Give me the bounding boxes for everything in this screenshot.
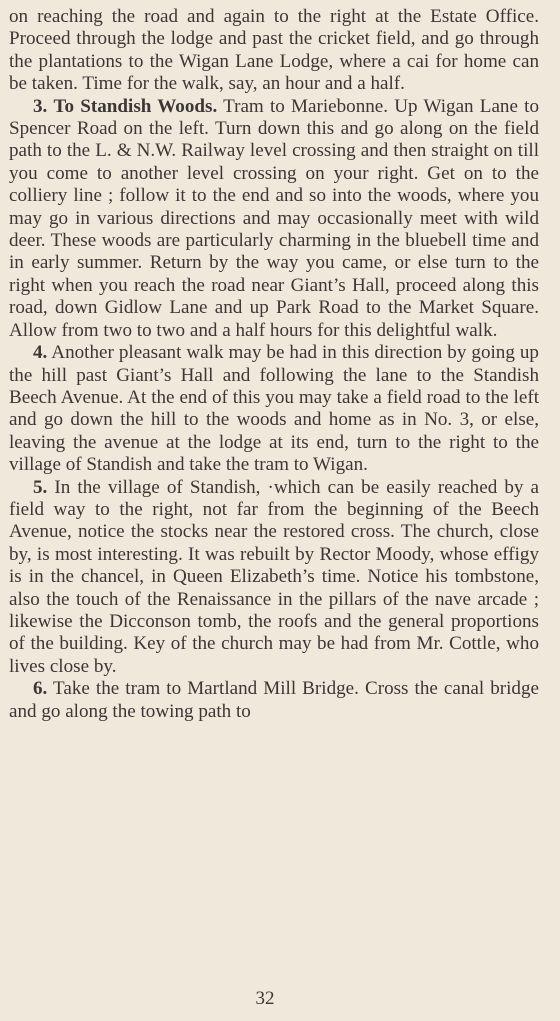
paragraph-continuation (9, 6, 539, 96)
walk-5-paragraph (9, 477, 539, 679)
walk-number: 4. (33, 342, 48, 364)
paragraph-text: Tram to Mariebonne. Up Wigan Lane to Spencer Road on the left. Turn down this and go along on the field path to the L. & N.W. Railway level crossing and then straight on till you come to another level crossing on your right. Get on to the colliery line ; follow it to the end and so into the woods, where you may go in various directions and may occasionally meet with wild deer. These woods are particularly charming in the bluebell time and in early summer. Return by the way you came, or else turn to the right when you reach the road near Giant’s Hall, proceed along this road, down Gidlow Lane and up Park Road to the Market Square. Allow from two to two and a half hours for this delightful walk. (9, 95, 540, 341)
paragraph-text: Another pleasant walk may be had in this direction by going up the hill past Giant’s Hall and following the lane to the Standish Beech Avenue. At the end of this you may take a field road to the left and go down the hill to the woods and home as in No. 3, or else, leaving the avenue at the lodge at its end, turn to the right to the village of Standish and take the tram to Wigan. (9, 342, 539, 476)
walk-4-paragraph (9, 342, 539, 476)
page-number: 32 (255, 988, 275, 1009)
walk-number: 6. (33, 678, 48, 700)
walk-number: 3. (33, 95, 48, 117)
walk-heading: To Standish Woods. (53, 95, 218, 117)
walk-number: 5. (33, 476, 48, 498)
paragraph-text: In the village of Standish, ·which can be easily reached by a field way to the right, not far from the beginning of the Beech Avenue, notice the stocks near the restored cross. The church, close by, is most interesting. It was rebuilt by Rector Moody, whose effigy is in the chancel, in Queen Elizabeth’s time. Notice his tombstone, also the touch of the Renaissance in the pillars of the nave arcade ; likewise the Dicconson tomb, the roofs and the general proportions of the building. Key of the church may be had from Mr. Cottle, who lives close by. (9, 476, 539, 677)
walk-6-paragraph (9, 678, 539, 723)
walk-3-paragraph (9, 96, 539, 342)
paragraph-text: on reaching the road and again to the right at the Estate Office. Proceed through the lodge and past the cricket field, and go through the plantations to the Wigan Lane Lodge, where a cai for home can be taken. Time for the walk, say, an hour and a half. (9, 6, 539, 95)
page-body (9, 6, 539, 723)
paragraph-text: Take the tram to Martland Mill Bridge. Cross the canal bridge and go along the towing path to (9, 678, 539, 722)
